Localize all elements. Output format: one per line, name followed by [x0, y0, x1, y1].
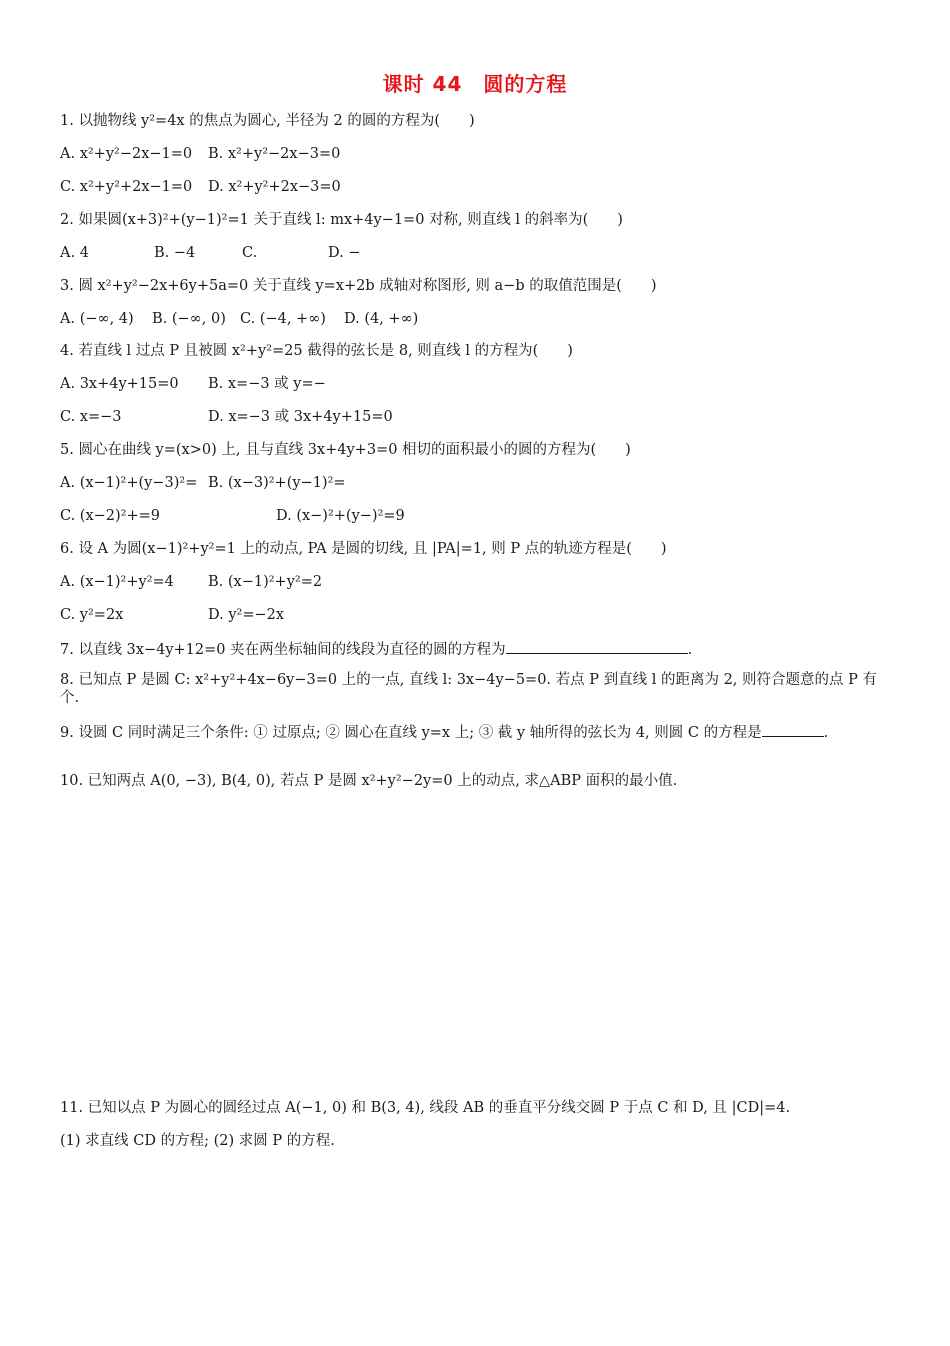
- q3-option-a: A. (−∞, 4): [60, 311, 134, 327]
- question-10: 10. 已知两点 A(0, −3), B(4, 0), 若点 P 是圆 x²+y²−2y=0 上的动点, 求△ABP 面积的最小值.: [60, 773, 678, 789]
- q1-option-a: A. x²+y²−2x−1=0: [60, 146, 193, 162]
- q1-option-b: B. x²+y²−2x−3=0: [208, 146, 341, 162]
- q2-option-c: C.: [242, 245, 258, 261]
- q7-end: .: [687, 642, 693, 658]
- question-1-options-row-1: [60, 145, 340, 163]
- q6-option-d: D. y²=−2x: [208, 607, 285, 623]
- q3-option-c: C. (−4, +∞): [240, 311, 326, 327]
- question-5: 5. 圆心在曲线 y=(x>0) 上, 且与直线 3x+4y+3=0 相切的面积最小的圆的方程为( ): [60, 442, 631, 458]
- question-4-options-row-2: [60, 408, 393, 426]
- q5-option-d: D. (x−)²+(y−)²=9: [276, 508, 405, 524]
- q3-option-d: D. (4, +∞): [344, 311, 419, 327]
- q3-option-b: B. (−∞, 0): [152, 311, 226, 327]
- q10-answer-space[interactable]: [60, 800, 888, 1090]
- question-7: [60, 639, 692, 659]
- q6-option-c: C. y²=2x: [60, 607, 124, 623]
- question-6-options-row-1: [60, 573, 322, 591]
- question-1-options-row-2: [60, 178, 341, 196]
- question-5-options-row-2: [60, 507, 405, 525]
- question-4-options-row-1: [60, 375, 326, 393]
- question-8: 8. 已知点 P 是圆 C: x²+y²+4x−6y−3=0 上的一点, 直线 l: 3x−4y−5=0. 若点 P 到直线 l 的距离为 2, 则符合题意的点 P 有个.: [60, 672, 877, 706]
- q5-option-a: A. (x−1)²+(y−3)²=: [60, 475, 198, 491]
- question-9: [60, 722, 888, 742]
- q2-option-b: B. −4: [154, 245, 196, 261]
- q5-option-c: C. (x−2)²+=9: [60, 508, 160, 524]
- q5-option-b: B. (x−3)²+(y−1)²=: [208, 475, 346, 491]
- q1-option-c: C. x²+y²+2x−1=0: [60, 179, 193, 195]
- q6-option-a: A. (x−1)²+y²=4: [60, 574, 174, 590]
- question-6: 6. 设 A 为圆(x−1)²+y²=1 上的动点, PA 是圆的切线, 且 |PA|=1, 则 P 点的轨迹方程是( ): [60, 541, 667, 557]
- q2-option-a: A. 4: [60, 245, 89, 261]
- question-2: 2. 如果圆(x+3)²+(y−1)²=1 关于直线 l: mx+4y−1=0 对称, 则直线 l 的斜率为( ): [60, 212, 623, 228]
- q7-stem: 7. 以直线 3x−4y+12=0 夹在两坐标轴间的线段为直径的圆的方程为: [60, 642, 506, 658]
- page-title: 课时 44 圆的方程: [382, 72, 568, 96]
- q9-end: .: [823, 725, 829, 741]
- q7-answer-blank[interactable]: [506, 639, 688, 654]
- question-2-options: [60, 244, 360, 262]
- question-11-parts: (1) 求直线 CD 的方程; (2) 求圆 P 的方程.: [60, 1133, 335, 1149]
- q6-option-b: B. (x−1)²+y²=2: [208, 574, 323, 590]
- q4-option-a: A. 3x+4y+15=0: [60, 376, 179, 392]
- question-4: 4. 若直线 l 过点 P 且被圆 x²+y²=25 截得的弦长是 8, 则直线 l 的方程为( ): [60, 343, 573, 359]
- question-1: 1. 以抛物线 y²=4x 的焦点为圆心, 半径为 2 的圆的方程为( ): [60, 113, 475, 129]
- q9-stem: 9. 设圆 C 同时满足三个条件: ① 过原点; ② 圆心在直线 y=x 上; ③ 截 y 轴所得的弦长为 4, 则圆 C 的方程是: [60, 725, 762, 741]
- question-11: 11. 已知以点 P 为圆心的圆经过点 A(−1, 0) 和 B(3, 4), 线段 AB 的垂直平分线交圆 P 于点 C 和 D, 且 |CD|=4.: [60, 1100, 791, 1116]
- q9-answer-blank[interactable]: [762, 722, 824, 737]
- question-3: 3. 圆 x²+y²−2x+6y+5a=0 关于直线 y=x+2b 成轴对称图形, 则 a−b 的取值范围是( ): [60, 278, 657, 294]
- q4-option-c: C. x=−3: [60, 409, 122, 425]
- q4-option-d: D. x=−3 或 3x+4y+15=0: [208, 409, 393, 425]
- q11-answer-space[interactable]: [60, 1160, 888, 1330]
- question-5-options-row-1: [60, 474, 346, 492]
- question-6-options-row-2: [60, 606, 284, 624]
- q2-option-d: D. −: [328, 245, 361, 261]
- q1-option-d: D. x²+y²+2x−3=0: [208, 179, 341, 195]
- q4-option-b: B. x=−3 或 y=−: [208, 376, 326, 392]
- question-3-options: [60, 310, 418, 328]
